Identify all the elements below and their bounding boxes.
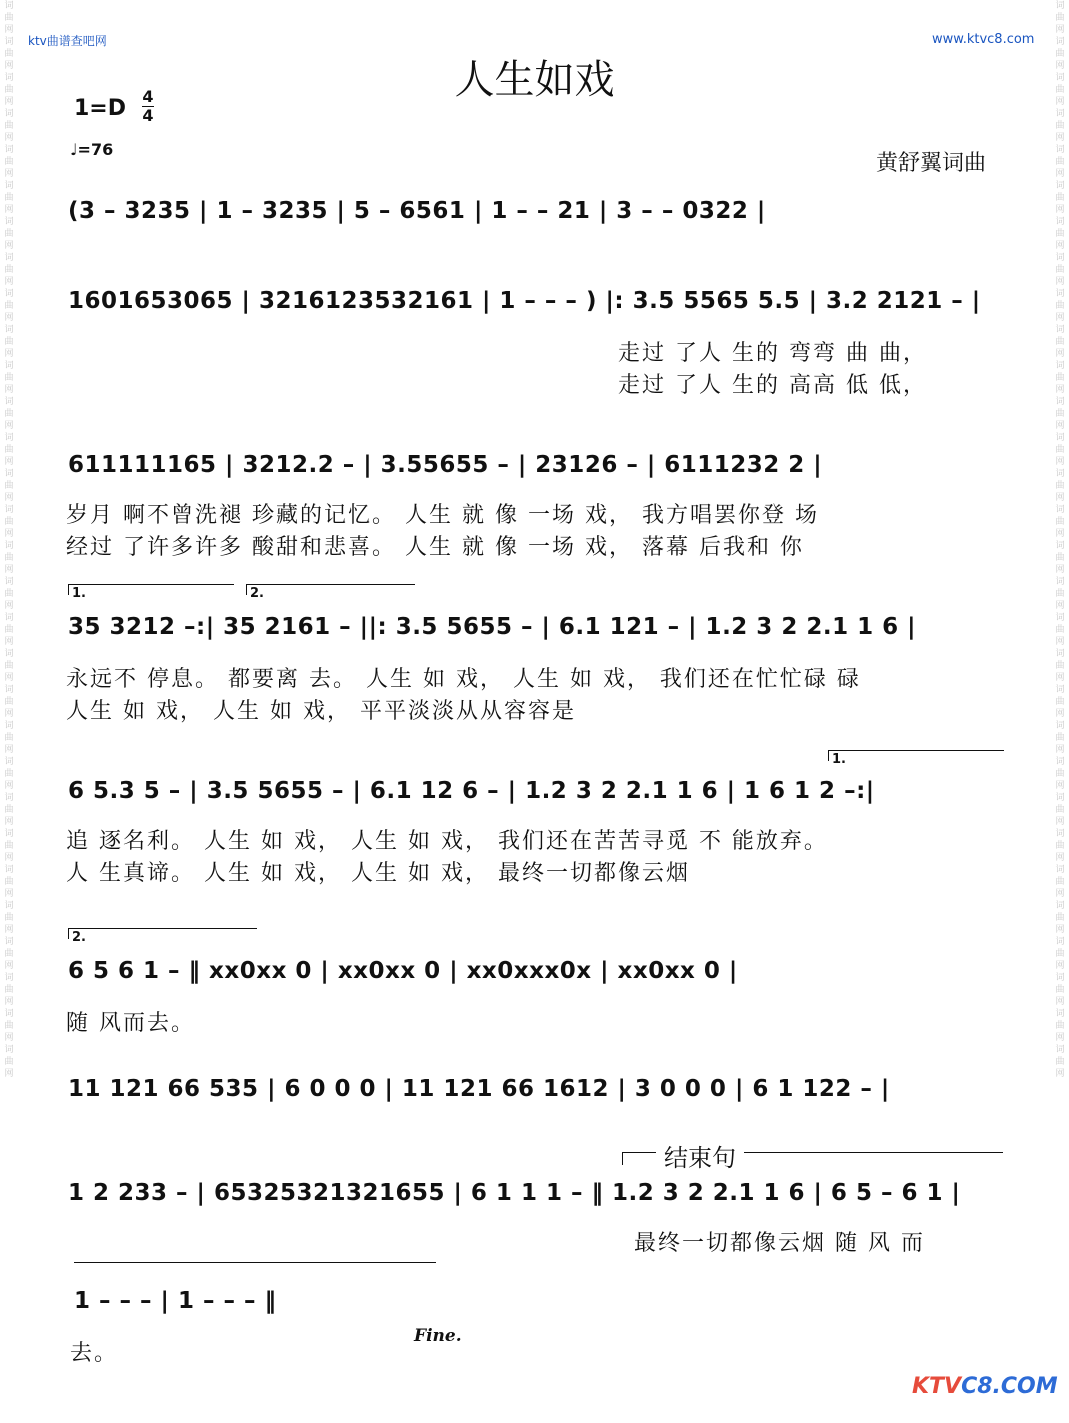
second-ending-bracket-2 (68, 928, 257, 939)
lyric-row-5-verse-2: 人 生真谛。 人生 如 戏， 人生 如 戏， 最终一切都像云烟 (66, 861, 690, 886)
score-row-1: (3 – 3235 | 1 – 3235 | 5 – 6561 | 1 – – 21 | 3 – – 0322 | (68, 198, 766, 224)
final-phrase-bracket (74, 1262, 436, 1271)
first-ending-bracket (68, 584, 234, 595)
lyric-row-3-verse-1: 岁月 啊不曾洗褪 珍藏的记忆。 人生 就 像 一场 戏， 我方唱罢你登 场 (66, 503, 819, 528)
score-row-5: 6 5.3 5 – | 3.5 5655 – | 6.1 12 6 – | 1.2 3 2 2.1 1 6 | 1 6 1 2 –:| (68, 778, 875, 804)
lyric-row-2-verse-1: 走过 了人 生的 弯弯 曲 曲， (618, 341, 927, 366)
first-ending-label: 1. (72, 586, 86, 601)
lyric-row-3-verse-2: 经过 了许多许多 酸甜和悲喜。 人生 就 像 一场 戏， 落幕 后我和 你 (66, 535, 804, 560)
second-ending-label: 2. (250, 586, 264, 601)
time-signature (142, 88, 154, 125)
score-row-9: 1 – – – | 1 – – – ‖ (74, 1288, 277, 1314)
key-signature: 1=D (74, 96, 127, 121)
lyric-row-4-verse-1: 永远不 停息。 都要离 去。 人生 如 戏， 人生 如 戏， 我们还在忙忙碌 碌 (66, 667, 861, 692)
coda-label: 结束句 (656, 1138, 744, 1173)
score-row-4: 35 3212 –:| 35 2161 – ||: 3.5 5655 – | 6.1 121 – | 1.2 3 2 2.1 1 6 | (68, 614, 917, 640)
author-credit: 黄舒翼词曲 (876, 151, 987, 176)
score-row-3: 611111165 | 3212.2 – | 3.55655 – | 23126 – | 6111232 2 | (68, 452, 823, 478)
side-watermark-left: 词曲网词曲网词曲网词曲网词曲网词曲网词曲网词曲网词曲网词曲网词曲网词曲网词曲网词曲网词曲网词曲网词曲网词曲网词曲网词曲网词曲网词曲网词曲网词曲网词曲网词曲网词曲网词曲网词曲网词曲网 (4, 1, 14, 1079)
score-row-7: 11 121 66 535 | 6 0 0 0 | 11 121 66 1612 | 3 0 0 0 | 6 1 122 – | (68, 1076, 890, 1102)
time-signature-bottom: 4 (142, 106, 154, 125)
fine-marking: Fine. (414, 1326, 462, 1346)
lyric-row-2-verse-2: 走过 了人 生的 高高 低 低， (618, 373, 927, 398)
time-signature-top: 4 (142, 87, 154, 106)
first-ending-bracket-2 (828, 750, 1004, 761)
score-row-2: 1601653065 | 3216123532161 | 1 – – – ) |: 3.5 5565 5.5 | 3.2 2121 – | (68, 288, 981, 314)
tempo-marking: ♩=76 (70, 140, 114, 159)
site-name-left[interactable]: ktv曲谱查吧网 (28, 34, 107, 48)
first-ending-label-2: 1. (832, 752, 846, 767)
score-row-8: 1 2 233 – | 65325321321655 | 6 1 1 1 – ‖ 1.2 3 2 2.1 1 6 | 6 5 – 6 1 | (68, 1180, 961, 1206)
quarter-note-icon: ♩ (70, 140, 78, 159)
side-watermark-right: 词曲网词曲网词曲网词曲网词曲网词曲网词曲网词曲网词曲网词曲网词曲网词曲网词曲网词曲网词曲网词曲网词曲网词曲网词曲网词曲网词曲网词曲网词曲网词曲网词曲网词曲网词曲网词曲网词曲网词曲网 (1055, 1, 1065, 1079)
second-ending-label-2: 2. (72, 930, 86, 945)
lyric-row-9: 去。 (70, 1341, 119, 1366)
lyric-row-6: 随 风而去。 (66, 1011, 195, 1036)
site-url-right[interactable]: www.ktvc8.com (932, 32, 1035, 47)
lyric-row-5-verse-1: 追 逐名利。 人生 如 戏， 人生 如 戏， 我们还在苦苦寻觅 不 能放弃。 (66, 829, 828, 854)
second-ending-bracket (246, 584, 415, 595)
lyric-row-4-verse-2: 人生 如 戏， 人生 如 戏， 平平淡淡从从容容是 (66, 699, 576, 724)
song-title: 人生如戏 (454, 57, 615, 103)
lyric-row-8: 最终一切都像云烟 随 风 而 (634, 1231, 925, 1256)
score-row-6: 6 5 6 1 – ‖ xx0xx 0 | xx0xx 0 | xx0xxx0x | xx0xx 0 | (68, 958, 738, 984)
site-logo[interactable]: KTVC8.COM (912, 1374, 1058, 1399)
